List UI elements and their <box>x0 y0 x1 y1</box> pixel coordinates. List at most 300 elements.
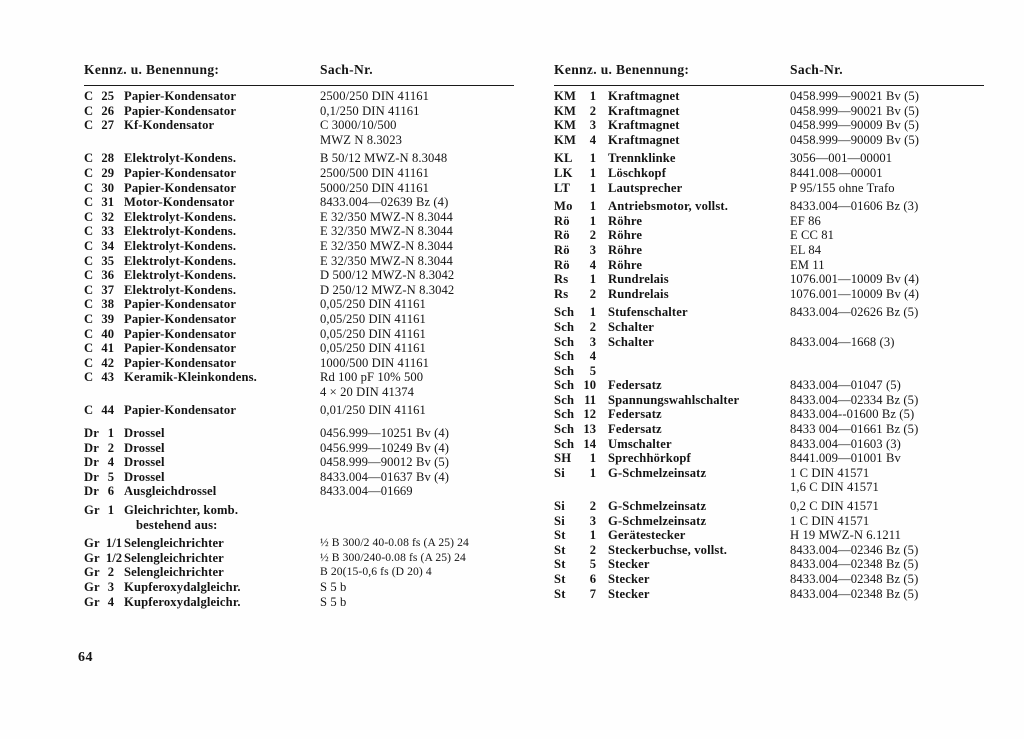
table-row <box>554 349 994 364</box>
table-row <box>84 455 524 470</box>
part-number: 1/1 <box>105 536 122 551</box>
part-sachnummer: C 3000/10/500 <box>320 118 397 133</box>
part-sachnummer: 0,05/250 DIN 41161 <box>320 341 426 356</box>
part-description: Drossel <box>124 440 165 455</box>
part-number: 3 <box>107 580 114 594</box>
part-number: 27 <box>101 118 114 133</box>
part-sachnummer: 8433.004—02626 Bz (5) <box>790 305 919 320</box>
part-designator: C <box>84 224 94 239</box>
part-description: Schalter <box>608 319 654 334</box>
table-row <box>554 181 994 196</box>
part-sachnummer: 8433.004—01047 (5) <box>790 378 901 393</box>
part-designator: C <box>84 370 94 385</box>
part-number: 5 <box>589 363 596 378</box>
part-description: Löschkopf <box>608 165 667 180</box>
part-designator: C <box>84 195 94 210</box>
part-sachnummer: 0,05/250 DIN 41161 <box>320 297 426 312</box>
part-sachnummer: 1 C DIN 41571 <box>790 465 870 480</box>
part-designator: Sch <box>554 378 575 393</box>
part-sachnummer: 8441.008—00001 <box>790 165 883 180</box>
part-designator: Sch <box>554 334 575 349</box>
part-designator: C <box>84 297 94 312</box>
part-designator: Sch <box>554 349 575 364</box>
part-description: Kupferoxydalgleichr. <box>124 594 241 609</box>
part-number: 33 <box>101 224 114 239</box>
table-body-left <box>84 89 524 609</box>
part-number: 1 <box>589 528 596 543</box>
table-row <box>554 320 994 335</box>
header-sachnummer: Sach-Nr. <box>790 62 843 77</box>
table-row <box>84 297 524 312</box>
table-row <box>84 503 524 518</box>
part-description: Selengleichrichter <box>124 536 224 551</box>
part-designator: Dr <box>84 455 100 470</box>
part-sachnummer: E 32/350 MWZ-N 8.3044 <box>320 224 453 239</box>
table-row <box>554 214 994 229</box>
table-row <box>554 166 994 181</box>
table-row <box>554 407 994 422</box>
part-designator: Sch <box>554 392 575 407</box>
part-designator: Si <box>554 513 565 528</box>
part-number: 2 <box>589 499 596 514</box>
part-designator: C <box>84 165 94 180</box>
table-row <box>84 580 524 595</box>
part-number: 4 <box>107 594 114 609</box>
part-number: 1 <box>589 89 596 103</box>
table-row <box>84 470 524 485</box>
table-row <box>84 118 524 133</box>
part-sachnummer: MWZ N 8.3023 <box>320 132 403 147</box>
part-designator: C <box>84 326 94 341</box>
table-row <box>84 356 524 371</box>
part-sachnummer: 1,6 C DIN 41571 <box>790 480 879 495</box>
part-number: 4 <box>107 455 114 470</box>
part-designator: Gr <box>84 550 100 565</box>
part-number: 1 <box>589 272 596 287</box>
table-row <box>554 557 994 572</box>
part-description: Elektrolyt-Kondens. <box>124 238 237 253</box>
part-sachnummer: 0458.999—90009 Bv (5) <box>790 132 920 147</box>
table-row <box>84 426 524 441</box>
part-designator: C <box>84 180 94 195</box>
part-number: 43 <box>101 370 114 385</box>
table-row <box>84 327 524 342</box>
part-designator: Si <box>554 499 565 514</box>
part-designator: C <box>84 103 94 118</box>
part-description: Papier-Kondensator <box>124 103 237 118</box>
part-number: 1 <box>107 426 114 441</box>
table-row <box>554 104 994 119</box>
part-designator: C <box>84 209 94 224</box>
table-row <box>84 104 524 119</box>
table-row <box>554 89 994 104</box>
table-row <box>554 335 994 350</box>
part-description: Kraftmagnet <box>608 132 680 147</box>
table-row <box>554 118 994 133</box>
part-sachnummer: 8433.004--01600 Bz (5) <box>790 407 915 422</box>
part-sachnummer: 0458.999—90021 Bv (5) <box>790 89 920 103</box>
table-row <box>84 224 524 239</box>
part-sachnummer: B 50/12 MWZ-N 8.3048 <box>320 151 448 166</box>
part-description: Steckerbuchse, vollst. <box>608 542 728 557</box>
table-row <box>84 181 524 196</box>
part-description: Lautsprecher <box>608 180 683 195</box>
part-designator: Gr <box>84 594 100 609</box>
table-row <box>84 312 524 327</box>
part-number: 26 <box>101 103 114 118</box>
part-designator: Sch <box>554 363 575 378</box>
part-description: Elektrolyt-Kondens. <box>124 253 237 268</box>
part-sachnummer: 0,01/250 DIN 41161 <box>320 403 426 418</box>
part-sachnummer: 2500/500 DIN 41161 <box>320 165 430 180</box>
part-description: Kf-Kondensator <box>124 118 215 133</box>
table-row <box>554 499 994 514</box>
part-number: 1 <box>589 199 596 214</box>
part-description: Umschalter <box>608 436 672 451</box>
part-description: Drossel <box>124 426 165 441</box>
part-designator: LT <box>554 180 571 195</box>
part-number: 1 <box>589 465 596 480</box>
part-designator: KM <box>554 132 577 147</box>
part-description: Federsatz <box>608 378 662 393</box>
part-number: 38 <box>101 297 114 312</box>
part-sachnummer: 1076.001—10009 Bv (4) <box>790 286 920 301</box>
table-row <box>554 272 994 287</box>
part-sachnummer: EM 11 <box>790 257 825 272</box>
part-description: Elektrolyt-Kondens. <box>124 282 237 297</box>
part-designator: Sch <box>554 422 575 437</box>
part-sachnummer: 8433.004—02348 Bz (5) <box>790 572 919 586</box>
part-sachnummer: D 500/12 MWZ-N 8.3042 <box>320 268 455 283</box>
part-designator: St <box>554 528 566 543</box>
part-number: 37 <box>101 282 114 297</box>
part-sachnummer: B 20(15-0,6 fs (D 20) 4 <box>320 565 432 579</box>
part-description: Röhre <box>608 228 643 243</box>
part-sachnummer: 8433.004—02639 Bz (4) <box>320 195 449 210</box>
part-description: Papier-Kondensator <box>124 180 237 195</box>
part-number: 12 <box>583 407 596 422</box>
table-row <box>84 166 524 181</box>
column-header-right <box>554 62 994 84</box>
part-sachnummer: 8433.004—01637 Bv (4) <box>320 469 450 484</box>
part-sachnummer: 5000/250 DIN 41161 <box>320 180 430 195</box>
part-designator: C <box>84 253 94 268</box>
part-designator: C <box>84 403 94 418</box>
part-sachnummer: 8433 004—01661 Bz (5) <box>790 422 919 437</box>
part-description: Trennklinke <box>608 151 676 166</box>
part-number: 5 <box>589 557 596 572</box>
part-designator: KM <box>554 118 577 133</box>
table-row <box>554 437 994 452</box>
header-sachnummer: Sach-Nr. <box>320 62 373 77</box>
part-number: 39 <box>101 311 114 326</box>
part-sachnummer: 8433.004—01669 <box>320 484 413 499</box>
part-number: 2 <box>589 319 596 334</box>
part-description: Ausgleichdrossel <box>124 484 217 499</box>
table-row <box>554 466 994 481</box>
part-designator: St <box>554 542 566 557</box>
part-designator: C <box>84 151 94 166</box>
table-row <box>84 210 524 225</box>
part-number: 4 <box>589 132 596 147</box>
part-description: Spannungswahlschalter <box>608 392 740 407</box>
part-sachnummer: 0458.999—90012 Bv (5) <box>320 455 450 470</box>
part-description: Röhre <box>608 257 643 272</box>
part-number: 32 <box>101 209 114 224</box>
part-sachnummer: H 19 MWZ-N 6.1211 <box>790 528 902 543</box>
part-number: 2 <box>589 286 596 301</box>
part-description: Papier-Kondensator <box>124 89 237 103</box>
part-designator: Si <box>554 465 565 480</box>
part-description: Papier-Kondensator <box>124 341 237 356</box>
part-number: 4 <box>589 349 596 364</box>
part-sachnummer: 4 × 20 DIN 41374 <box>320 384 415 399</box>
table-row <box>84 385 524 400</box>
part-sachnummer: 1076.001—10009 Bv (4) <box>790 272 920 287</box>
part-description: Gerätestecker <box>608 528 686 543</box>
part-sachnummer: 8433.004—01603 (3) <box>790 436 901 451</box>
table-row <box>554 258 994 273</box>
part-sachnummer: EL 84 <box>790 242 822 257</box>
part-number: 2 <box>589 103 596 118</box>
table-row <box>554 364 994 379</box>
part-description: Elektrolyt-Kondens. <box>124 268 237 283</box>
table-row <box>554 587 994 602</box>
part-sachnummer: 0456.999—10249 Bv (4) <box>320 440 450 455</box>
part-designator: Rö <box>554 213 570 228</box>
part-designator: Rö <box>554 242 570 257</box>
part-description: G-Schmelzeinsatz <box>608 513 707 528</box>
part-designator: Dr <box>84 426 100 441</box>
table-row <box>84 370 524 385</box>
part-number: 14 <box>583 436 596 451</box>
part-description: Papier-Kondensator <box>124 297 237 312</box>
part-number: 3 <box>589 118 596 133</box>
part-number: 31 <box>101 195 114 210</box>
part-number: 7 <box>589 586 596 601</box>
part-designator: Gr <box>84 565 100 580</box>
table-row <box>84 518 524 533</box>
table-row <box>554 133 994 148</box>
part-sachnummer: 0456.999—10251 Bv (4) <box>320 426 450 441</box>
table-row <box>554 393 994 408</box>
table-body-right <box>554 89 994 601</box>
part-description: Stecker <box>608 572 650 586</box>
part-designator: St <box>554 586 566 601</box>
part-description: Röhre <box>608 213 643 228</box>
part-number: 2 <box>107 565 114 580</box>
part-number: 6 <box>107 484 114 499</box>
table-row <box>84 403 524 418</box>
part-designator: Sch <box>554 407 575 422</box>
part-designator: Dr <box>84 484 100 499</box>
part-description: Kupferoxydalgleichr. <box>124 580 241 594</box>
part-description: Stecker <box>608 557 650 572</box>
table-row <box>554 199 994 214</box>
part-description: Papier-Kondensator <box>124 403 237 418</box>
header-rule-left <box>84 85 514 86</box>
part-number: 3 <box>589 242 596 257</box>
part-number: 1 <box>589 165 596 180</box>
table-row <box>84 484 524 499</box>
part-number: 25 <box>101 89 114 103</box>
table-row <box>554 451 994 466</box>
part-designator: Gr <box>84 536 100 551</box>
part-designator: Dr <box>84 440 100 455</box>
part-description: Rundrelais <box>608 272 669 287</box>
part-designator: Gr <box>84 503 100 518</box>
table-row <box>84 551 524 566</box>
part-designator: Dr <box>84 469 100 484</box>
part-designator: SH <box>554 451 572 466</box>
part-description: Selengleichrichter <box>124 550 224 565</box>
part-designator: St <box>554 557 566 572</box>
table-row <box>554 422 994 437</box>
part-description: Drossel <box>124 455 165 470</box>
part-number: 11 <box>584 392 596 407</box>
part-number: 41 <box>101 341 114 356</box>
part-number: 4 <box>589 257 596 272</box>
table-row <box>84 341 524 356</box>
part-sachnummer: S 5 b <box>320 580 347 594</box>
part-number: 1/2 <box>105 550 122 565</box>
part-description: Papier-Kondensator <box>124 165 237 180</box>
part-number: 28 <box>101 151 114 166</box>
part-sachnummer: P 95/155 ohne Trafo <box>790 180 895 195</box>
table-row <box>84 441 524 456</box>
part-number: 44 <box>101 403 114 418</box>
part-description: Kraftmagnet <box>608 103 680 118</box>
part-designator: Rs <box>554 286 569 301</box>
part-sachnummer: Rd 100 pF 10% 500 <box>320 370 424 385</box>
part-designator: C <box>84 311 94 326</box>
part-designator: C <box>84 341 94 356</box>
part-number: 30 <box>101 180 114 195</box>
part-sachnummer: E 32/350 MWZ-N 8.3044 <box>320 253 453 268</box>
part-number: 10 <box>583 378 596 393</box>
part-description: Elektrolyt-Kondens. <box>124 224 237 239</box>
part-description: Papier-Kondensator <box>124 311 237 326</box>
part-sachnummer: 0,05/250 DIN 41161 <box>320 326 426 341</box>
part-number: 42 <box>101 355 114 370</box>
table-row <box>554 514 994 529</box>
table-row <box>554 528 994 543</box>
table-row <box>554 243 994 258</box>
part-description: Antriebsmotor, vollst. <box>608 199 729 214</box>
part-number: 1 <box>589 213 596 228</box>
part-sachnummer: 0,1/250 DIN 41161 <box>320 103 420 118</box>
part-number: 29 <box>101 165 114 180</box>
part-number: 13 <box>583 422 596 437</box>
part-sachnummer: D 250/12 MWZ-N 8.3042 <box>320 282 455 297</box>
part-sachnummer: 8433.004—1668 (3) <box>790 334 895 349</box>
table-row <box>84 254 524 269</box>
part-sachnummer: E 32/350 MWZ-N 8.3044 <box>320 238 453 253</box>
part-sachnummer: 8433.004—02348 Bz (5) <box>790 557 919 572</box>
table-row <box>554 572 994 587</box>
part-designator: LK <box>554 165 573 180</box>
part-designator: Sch <box>554 319 575 334</box>
part-description: Röhre <box>608 242 643 257</box>
part-designator: C <box>84 268 94 283</box>
part-number: 2 <box>589 228 596 243</box>
part-description: G-Schmelzeinsatz <box>608 465 707 480</box>
table-row <box>84 565 524 580</box>
part-sachnummer: 1000/500 DIN 41161 <box>320 355 430 370</box>
part-number: 34 <box>101 238 114 253</box>
part-description: Keramik-Kleinkondens. <box>124 370 257 385</box>
part-designator: Rö <box>554 228 570 243</box>
part-designator: Gr <box>84 580 100 594</box>
part-description: Elektrolyt-Kondens. <box>124 151 237 166</box>
table-row <box>84 133 524 148</box>
part-number: 1 <box>107 503 114 518</box>
part-designator: KM <box>554 89 577 103</box>
part-sachnummer: 0,2 C DIN 41571 <box>790 499 879 514</box>
part-description: Motor-Kondensator <box>124 195 235 210</box>
table-row <box>554 543 994 558</box>
part-description: Elektrolyt-Kondens. <box>124 209 237 224</box>
part-sachnummer: ½ B 300/2 40-0.08 fs (A 25) 24 <box>320 536 469 550</box>
part-number: 2 <box>107 440 114 455</box>
part-sachnummer: EF 86 <box>790 213 821 228</box>
part-designator: Sch <box>554 436 575 451</box>
part-description: Drossel <box>124 469 165 484</box>
part-designator: Sch <box>554 305 575 320</box>
table-row <box>84 151 524 166</box>
header-kennzeichen-benennung: Kennz. u. Benennung: <box>554 62 690 77</box>
part-description: bestehend aus: <box>136 517 218 532</box>
table-row <box>554 480 994 495</box>
part-number: 3 <box>589 513 596 528</box>
part-description: Federsatz <box>608 407 662 422</box>
part-description: G-Schmelzeinsatz <box>608 499 707 514</box>
table-row <box>84 283 524 298</box>
page-number: 64 <box>78 650 93 665</box>
part-number: 5 <box>107 469 114 484</box>
table-row <box>554 305 994 320</box>
part-number: 40 <box>101 326 114 341</box>
part-designator: Rs <box>554 272 569 287</box>
table-row <box>84 268 524 283</box>
part-description: Stufenschalter <box>608 305 688 320</box>
part-description: Federsatz <box>608 422 662 437</box>
part-designator: Mo <box>554 199 573 214</box>
table-row <box>554 151 994 166</box>
table-row <box>554 228 994 243</box>
part-sachnummer: 0458.999—90009 Bv (5) <box>790 118 920 133</box>
part-description: Stecker <box>608 586 650 601</box>
part-sachnummer: 3056—001—00001 <box>790 151 893 166</box>
part-sachnummer: 8433.004—02334 Bz (5) <box>790 392 919 407</box>
part-sachnummer: 8433.004—02346 Bz (5) <box>790 542 919 557</box>
part-designator: KL <box>554 151 573 166</box>
header-rule-right <box>554 85 984 86</box>
part-designator: C <box>84 282 94 297</box>
part-number: 35 <box>101 253 114 268</box>
column-header-left <box>84 62 524 84</box>
part-sachnummer: 8441.009—01001 Bv <box>790 451 901 466</box>
table-row <box>554 287 994 302</box>
part-sachnummer: E 32/350 MWZ-N 8.3044 <box>320 209 453 224</box>
part-description: Schalter <box>608 334 654 349</box>
parts-table-left <box>84 62 524 609</box>
part-number: 1 <box>589 151 596 166</box>
part-sachnummer: 8433.004—02348 Bz (5) <box>790 586 919 601</box>
part-designator: C <box>84 118 94 133</box>
table-row <box>554 378 994 393</box>
part-description: Gleichrichter, komb. <box>124 503 239 518</box>
